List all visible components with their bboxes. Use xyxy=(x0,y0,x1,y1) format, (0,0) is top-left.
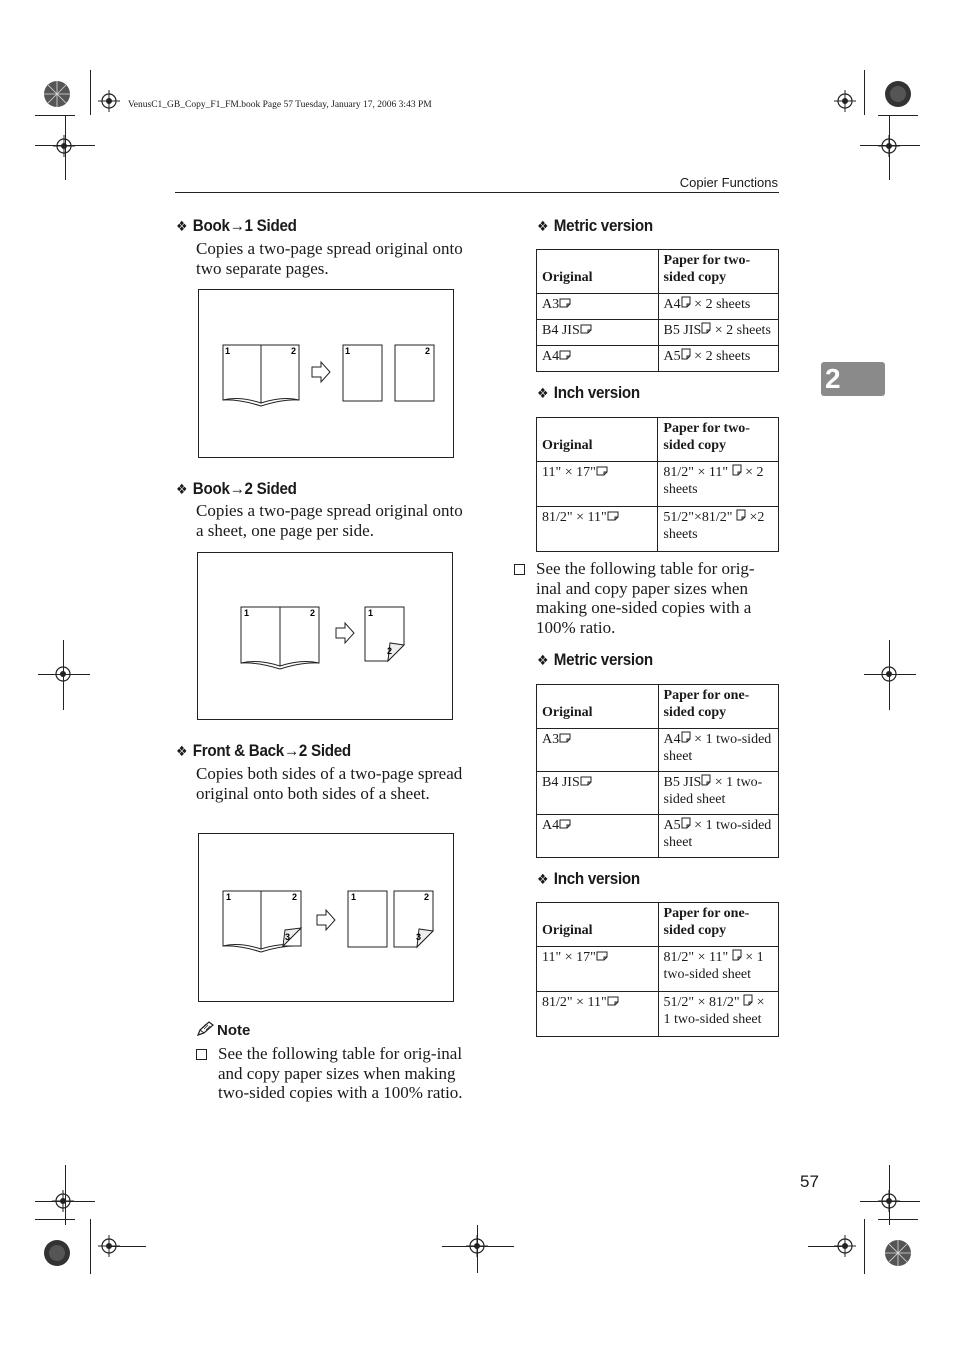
table-row: B4 JIS B5 JIS × 2 sheets xyxy=(537,320,779,346)
color-target xyxy=(43,80,71,113)
print-slug: VenusC1_GB_Copy_F1_FM.book Page 57 Tuesday, January 17, 2006 3:43 PM xyxy=(128,100,432,110)
front-back-2-sided-figure xyxy=(198,833,454,1002)
book-1-sided-illustration xyxy=(199,290,453,457)
portrait-paper-icon xyxy=(701,774,711,786)
pencil-icon xyxy=(196,1021,214,1041)
landscape-paper-icon xyxy=(596,464,608,474)
landscape-paper-icon xyxy=(559,731,571,741)
note-text: See the following table for orig-inal and copy paper sizes when making two-sided copies with a 100% ratio. xyxy=(218,1044,463,1103)
page-number: 57 xyxy=(800,1172,819,1191)
page-number-label: 1 xyxy=(351,892,357,902)
table-heading-metric: ❖ Metric version xyxy=(537,651,653,669)
landscape-paper-icon xyxy=(559,817,571,827)
table-row: A4 A5 × 1 two-sided sheet xyxy=(537,815,779,858)
book-1-sided-figure xyxy=(198,289,454,458)
one-sided-metric-table xyxy=(536,684,779,858)
book-2-sided-illustration xyxy=(198,553,452,719)
color-target xyxy=(884,80,912,113)
two-sided-inch-table xyxy=(536,417,779,552)
portrait-paper-icon xyxy=(681,817,691,829)
col-header-copy: Paper for one-sided copy xyxy=(658,685,778,729)
section-heading-book-2-sided: ❖ Book→2 Sided xyxy=(176,480,297,498)
table-row: B4 JIS B5 JIS × 1 two-sided sheet xyxy=(537,772,779,815)
col-header-original: Original xyxy=(537,250,659,294)
col-header-original: Original xyxy=(537,418,658,462)
page-number-label: 1 xyxy=(368,608,374,618)
diamond-bullet-icon: ❖ xyxy=(176,481,188,497)
portrait-paper-icon xyxy=(681,348,691,360)
col-header-copy: Paper for two-sided copy xyxy=(658,418,779,462)
col-header-copy: Paper for two-sided copy xyxy=(658,250,778,294)
landscape-paper-icon xyxy=(607,509,619,519)
landscape-paper-icon xyxy=(607,994,619,1004)
diamond-bullet-icon: ❖ xyxy=(176,218,188,234)
page-number-label: 3 xyxy=(285,932,291,942)
table-row: 81/2" × 11" 51/2" × 81/2" × 1 two-sided sheet xyxy=(537,992,779,1037)
landscape-paper-icon xyxy=(559,296,571,306)
page-number-label: 2 xyxy=(291,346,297,356)
arrow-right-icon xyxy=(312,362,330,382)
page-number-label: 2 xyxy=(387,646,393,656)
table-row: A3 A4 × 1 two-sided sheet xyxy=(537,729,779,772)
portrait-paper-icon xyxy=(701,322,711,334)
table-heading-inch: ❖ Inch version xyxy=(537,870,640,888)
page-number-label: 1 xyxy=(226,892,232,902)
col-header-original: Original xyxy=(537,903,659,947)
page-number-label: 2 xyxy=(310,608,316,618)
portrait-paper-icon xyxy=(732,464,742,476)
diamond-bullet-icon: ❖ xyxy=(537,652,549,668)
section-heading-book-1-sided: ❖ Book→1 Sided xyxy=(176,217,297,235)
table-row: 81/2" × 11" 51/2"×81/2" ×2 sheets xyxy=(537,507,779,552)
arrow-right-icon xyxy=(317,910,335,930)
page-number-label: 1 xyxy=(244,608,250,618)
note-text: See the following table for orig-inal and copy paper sizes when making one-sided copies with a 100% ratio. xyxy=(536,559,755,637)
page-number-label: 2 xyxy=(292,892,298,902)
chapter-tab: 2 xyxy=(821,362,885,396)
landscape-paper-icon xyxy=(559,348,571,358)
page-number-label: 3 xyxy=(416,932,422,942)
portrait-paper-icon xyxy=(743,994,753,1006)
note-heading: Note xyxy=(196,1021,250,1041)
two-sided-metric-table xyxy=(536,249,779,372)
one-sided-inch-table xyxy=(536,902,779,1037)
page-number-label: 2 xyxy=(424,892,430,902)
color-target xyxy=(884,1239,912,1272)
page-number-label: 2 xyxy=(425,346,431,356)
front-back-2-sided-illustration xyxy=(199,834,453,1001)
note-item xyxy=(196,1044,464,1103)
note-item xyxy=(514,559,780,637)
table-row: 11" × 17" 81/2" × 11" × 1 two-sided sheet xyxy=(537,947,779,992)
table-row: A3 A4 × 2 sheets xyxy=(537,294,779,320)
table-heading-metric: ❖ Metric version xyxy=(537,217,653,235)
portrait-paper-icon xyxy=(681,731,691,743)
running-header: Copier Functions xyxy=(679,175,778,190)
arrow-right-icon xyxy=(336,623,354,643)
portrait-paper-icon xyxy=(681,296,691,308)
landscape-paper-icon xyxy=(596,949,608,959)
landscape-paper-icon xyxy=(580,774,592,784)
portrait-paper-icon xyxy=(736,509,746,521)
landscape-paper-icon xyxy=(580,322,592,332)
page-number-label: 1 xyxy=(345,346,351,356)
diamond-bullet-icon: ❖ xyxy=(537,385,549,401)
portrait-paper-icon xyxy=(732,949,742,961)
color-target xyxy=(43,1239,71,1272)
diamond-bullet-icon: ❖ xyxy=(176,743,188,759)
section-text: Copies a two-page spread original onto a sheet, one page per side. xyxy=(196,501,463,540)
col-header-copy: Paper for one-sided copy xyxy=(658,903,778,947)
table-row: 11" × 17" 81/2" × 11" × 2 sheets xyxy=(537,462,779,507)
page-number-label: 1 xyxy=(225,346,231,356)
book-2-sided-figure xyxy=(197,552,453,720)
table-heading-inch: ❖ Inch version xyxy=(537,384,640,402)
header-rule xyxy=(175,192,779,193)
table-row: A4 A5 × 2 sheets xyxy=(537,346,779,372)
section-text: Copies both sides of a two-page spread original onto both sides of a sheet. xyxy=(196,764,463,803)
diamond-bullet-icon: ❖ xyxy=(537,871,549,887)
col-header-original: Original xyxy=(537,685,659,729)
section-heading-front-back-2-sided: ❖ Front & Back→2 Sided xyxy=(176,742,351,760)
diamond-bullet-icon: ❖ xyxy=(537,218,549,234)
section-text: Copies a two-page spread original onto two separate pages. xyxy=(196,239,463,278)
checkbox-bullet-icon xyxy=(514,564,525,575)
checkbox-bullet-icon xyxy=(196,1049,207,1060)
